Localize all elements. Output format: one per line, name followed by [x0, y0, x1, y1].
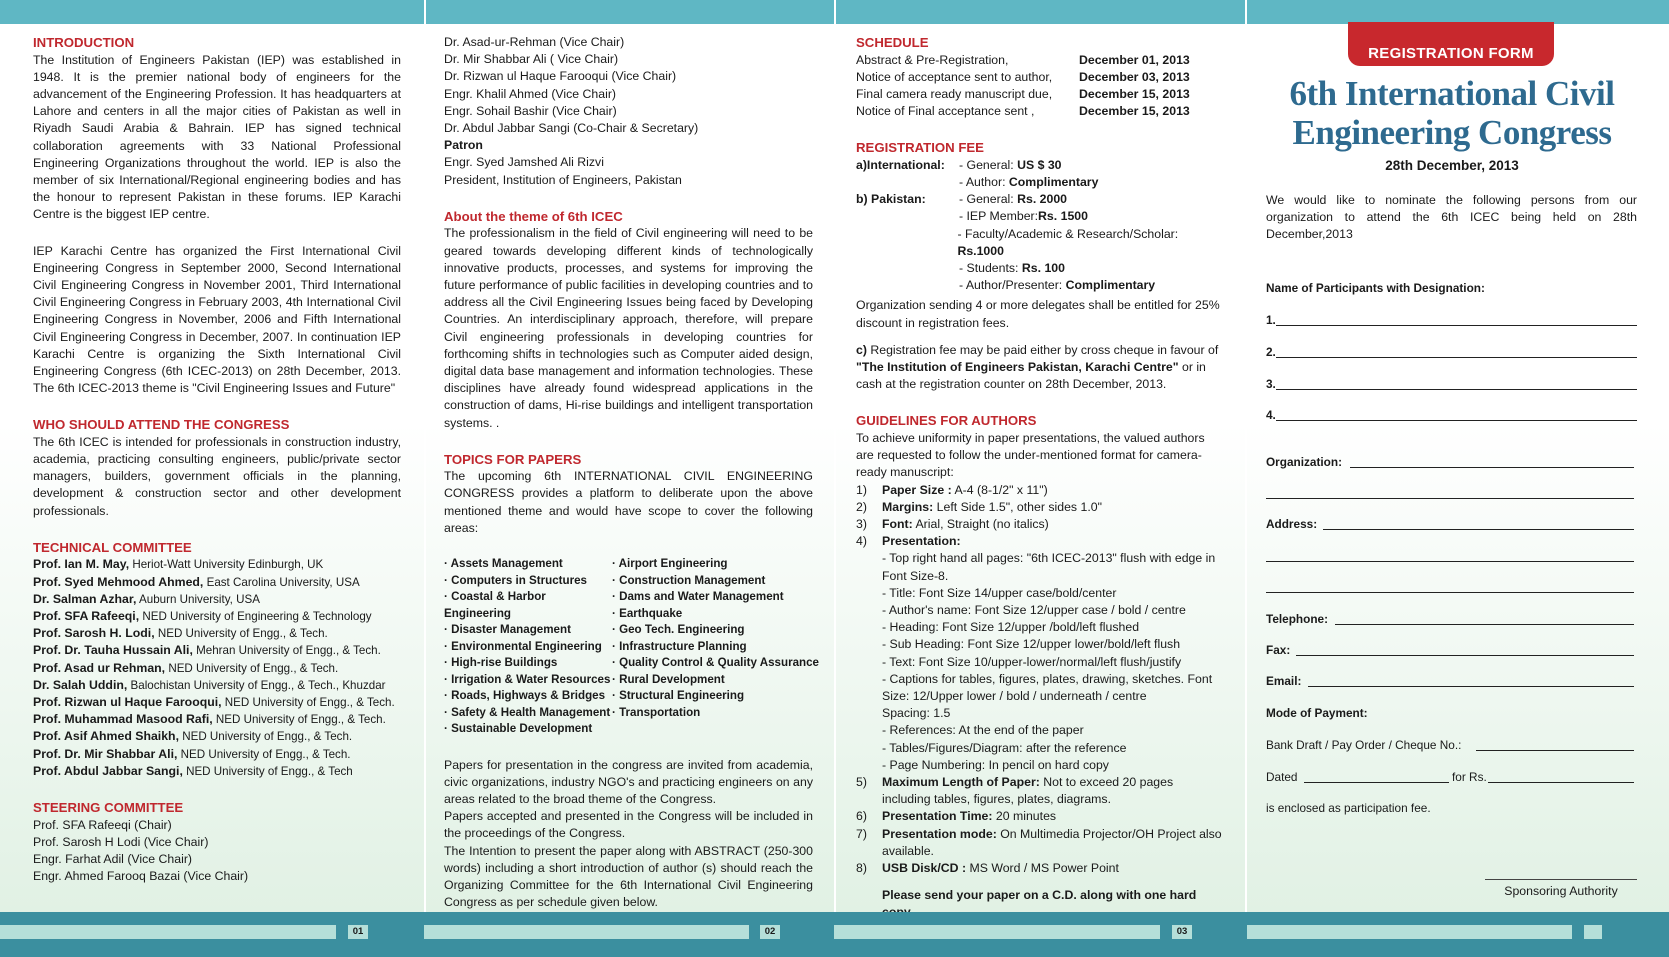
guideline-label: Font: — [882, 516, 913, 531]
steering-member: Dr. Rizwan ul Haque Farooqui (Vice Chair) — [444, 69, 677, 84]
member-affiliation: Balochistan University of Engg., & Tech., Khuzdar — [127, 678, 386, 692]
schedule-item: Notice of acceptance sent to author, — [856, 69, 1053, 84]
fax-label: Fax: — [1266, 643, 1291, 657]
fee-label: - Author/Presenter: — [959, 278, 1066, 293]
participant-number: 2. — [1266, 345, 1276, 359]
schedule-heading: SCHEDULE — [856, 35, 929, 50]
fee-row — [856, 208, 1224, 225]
guidelines-intro: To achieve uniformity in paper presentations, the valued authors are requested to follow the under-mentioned format for camera-ready manuscript: — [856, 430, 1205, 480]
participants-label: Name of Participants with Designation: — [1266, 281, 1485, 295]
guideline-item — [856, 482, 1224, 499]
member-name: Prof. Asad ur Rehman, — [33, 660, 166, 675]
registration-fee-heading: REGISTRATION FEE — [856, 140, 984, 156]
guidelines-note: Please send your paper on a C.D. along with one hard — [882, 888, 1197, 903]
topic-item: · Geo Tech. Engineering — [612, 623, 745, 637]
address-field[interactable] — [1323, 529, 1634, 530]
payment-mode-label: Mode of Payment: — [1266, 706, 1368, 720]
theme-text: The professionalism in the field of Civil engineering will need to be geared towards developing different kinds of technologically innovative products, processes, and systems for improving the future performance of public facilities in developing countries and to address all the Civil Engineering Issues being faced by Developing Countries. An interdisciplinary approach, therefore, will prepare Civil engineering professionals in developing countries for forthcoming shifts in technologies such as Computer aided design, digital data base management and information technologies. These disciplines have already found widespread applications in the construction of dams, Hi-rise buildings and intelligent transportation systems. . — [444, 226, 813, 430]
member-affiliation: Auburn University, USA — [136, 592, 260, 606]
bank-draft-field[interactable] — [1476, 750, 1634, 751]
member-name: Dr. Salah Uddin, — [33, 677, 128, 692]
patron-name: Engr. Syed Jamshed Ali Rizvi — [444, 155, 604, 170]
bottom-strip — [424, 925, 749, 939]
introduction-heading: INTRODUCTION — [33, 35, 135, 50]
guideline-item — [856, 808, 1224, 825]
address-field-line-3[interactable] — [1266, 592, 1634, 593]
member-name: Prof. Abdul Jabbar Sangi, — [33, 763, 183, 778]
guideline-number: 1) — [856, 482, 867, 497]
committee-member — [33, 677, 401, 694]
guideline-text: MS Word / MS Power Point — [966, 861, 1119, 876]
top-bar-divider — [1245, 0, 1247, 24]
fee-row — [856, 277, 1224, 294]
fee-row — [856, 260, 1224, 277]
fee-label: - General: — [959, 192, 1018, 207]
introduction-para-1: The Institution of Engineers Pakistan (IEP) was established in 1948. It is the premier national body of engineers for the advancement of the Engineering Profession. It has headquarters at Lahore and centers in all the major cities of Pakistan as well in Riyadh Saudi Arabia & Bahrain. IEP has signed technical collaboration agreements with 33 National Professional Engineering Organizations throughout the world. IEP is also the member of six International/Regional engineering bodies and has the honour to represent Pakistan in these forums. IEP Karachi Centre is the biggest IEP centre. — [33, 52, 401, 222]
participant-2-field[interactable] — [1276, 357, 1637, 358]
fee-label: - IEP Member: — [959, 209, 1039, 224]
topic-item: · High-rise Buildings — [444, 656, 558, 670]
guideline-number: 8) — [856, 861, 867, 876]
guideline-number: 2) — [856, 499, 867, 514]
steering-member: Prof. Sarosh H Lodi (Vice Chair) — [33, 834, 209, 849]
guideline-label: Presentation: — [882, 534, 961, 549]
panel-3 — [836, 24, 1245, 912]
organization-field[interactable] — [1350, 467, 1634, 468]
member-affiliation: East Carolina University, USA — [203, 575, 360, 589]
fee-value: US $ 30 — [1017, 157, 1062, 172]
member-affiliation: NED University of Engineering & Technology — [139, 609, 372, 623]
committee-member — [33, 591, 401, 608]
member-name: Prof. SFA Rafeeqi, — [33, 608, 140, 623]
panel-2 — [426, 24, 834, 912]
guideline-label: Paper Size : — [882, 482, 952, 497]
presentation-format-list — [856, 550, 1224, 774]
bottom-strip — [834, 925, 1160, 939]
fee-label: - Faculty/Academic & Research/Scholar: — [957, 226, 1179, 241]
member-affiliation: NED University of Engg., & Tech. — [154, 627, 328, 641]
presentation-format-item: - Page Numbering: In pencil on hard copy — [882, 757, 1109, 772]
guideline-item — [856, 826, 1224, 860]
member-affiliation: NED University of Engg., & Tech. — [165, 661, 339, 675]
enclosed-note: is enclosed as participation fee. — [1266, 801, 1431, 815]
dated-label: Dated — [1266, 770, 1298, 784]
guideline-item — [856, 774, 1224, 808]
presentation-format-item: - Text: Font Size 10/upper-lower/normal/left flush/justify — [882, 654, 1182, 669]
guideline-text: On Multimedia Projector/OH Project also available. — [882, 826, 1222, 858]
fee-label: - Students: — [959, 261, 1022, 276]
schedule-row — [856, 103, 1224, 120]
guideline-text: 20 minutes — [992, 809, 1057, 824]
participant-number: 1. — [1266, 313, 1276, 327]
guidelines-heading: GUIDELINES FOR AUTHORS — [856, 413, 1037, 429]
member-affiliation: NED University of Engg., & Tech — [182, 764, 353, 778]
guideline-number: 3) — [856, 516, 867, 531]
schedule-date: December 15, 2013 — [1079, 86, 1190, 101]
fee-payment-label: c) — [856, 342, 867, 357]
fax-field[interactable] — [1296, 655, 1634, 656]
fee-row — [856, 191, 1224, 208]
member-affiliation: NED University of Engg., & Tech. — [177, 747, 351, 761]
dated-field[interactable] — [1304, 782, 1449, 783]
committee-member — [33, 763, 401, 780]
schedule-row — [856, 69, 1224, 86]
form-intro: We would like to nominate the following persons from our organization to attend the 6th ICEC being held on 28th December,2013 — [1266, 193, 1637, 242]
member-name: Prof. Ian M. May, — [33, 557, 130, 572]
steering-member: Dr. Mir Shabbar Ali ( Vice Chair) — [444, 52, 619, 67]
member-name: Prof. Rizwan ul Haque Farooqui, — [33, 695, 222, 709]
member-name: Prof. Dr. Mir Shabbar Ali, — [33, 746, 178, 761]
topic-item: · Infrastructure Planning — [612, 639, 747, 653]
fee-pakistan-label: b) Pakistan: — [856, 192, 926, 207]
registration-form-tab: REGISTRATION FORM — [1348, 22, 1554, 66]
fee-value: Complimentary — [1008, 175, 1099, 190]
schedule-date: December 01, 2013 — [1079, 52, 1190, 67]
congress-title — [1260, 74, 1644, 152]
topic-item: · Airport Engineering — [612, 557, 728, 571]
presentation-format-item: - Tables/Figures/Diagram: after the reference — [882, 740, 1127, 755]
guideline-number: 4) — [856, 534, 867, 549]
member-name: Prof. Syed Mehmood Ahmed, — [33, 574, 204, 589]
presentation-format-item: - References: At the end of the paper — [882, 723, 1084, 738]
sponsoring-authority-label: Sponsoring Authority — [1504, 884, 1618, 898]
member-name: Prof. Sarosh H. Lodi, — [33, 626, 155, 641]
steering-member: Engr. Sohail Bashir (Vice Chair) — [444, 103, 617, 118]
topic-item: · Safety & Health Management — [444, 705, 611, 719]
steering-committee-heading: STEERING COMMITTEE — [33, 800, 184, 816]
fee-payment-text: or in cash at the registration counter on 28th December, 2013. — [856, 360, 1206, 392]
who-attend-heading: WHO SHOULD ATTEND THE CONGRESS — [33, 417, 290, 433]
fee-value: Rs.1000 — [957, 243, 1004, 258]
committee-member — [33, 608, 401, 625]
patron-title: President, Institution of Engineers, Pakistan — [444, 172, 682, 187]
fee-payment-text: Registration fee may be paid either by cross cheque in favour of — [866, 342, 1219, 357]
guideline-label: Presentation Time: — [882, 809, 993, 824]
topics-heading: TOPICS FOR PAPERS — [444, 451, 582, 467]
topic-item: · Earthquake — [612, 606, 683, 620]
steering-member: Engr. Farhat Adil (Vice Chair) — [33, 851, 193, 866]
page-number: 01 — [348, 925, 368, 939]
top-bar — [0, 0, 1669, 24]
panel-1 — [0, 24, 424, 912]
guideline-number: 6) — [856, 809, 867, 824]
topics-para-2: Papers accepted and presented in the Congress will be included in the proceedings of the Congress. — [444, 809, 813, 841]
topics-grid — [444, 556, 820, 738]
guideline-text: Left Side 1.5", other sides 1.0" — [933, 499, 1102, 514]
member-affiliation: Heriot-Watt University Edinburgh, UK — [129, 558, 324, 572]
topic-item: · Environmental Engineering — [444, 639, 602, 653]
topic-item: · Construction Management — [612, 573, 766, 587]
presentation-format-item: - Top right hand all pages: "6th ICEC-2013" flush with edge in Font Size-8. — [882, 551, 1216, 583]
topics-intro: The upcoming 6th INTERNATIONAL CIVIL ENGINEERING CONGRESS provides a platform to deliberate upon the above mentioned theme and would have scope to cover the following areas: — [444, 469, 813, 535]
bottom-strip-end — [1584, 925, 1602, 939]
presentation-format-item: - Title: Font Size 14/upper case/bold/center — [882, 585, 1117, 600]
top-bar-divider — [834, 0, 836, 24]
schedule-item: Abstract & Pre-Registration, — [856, 52, 1009, 67]
schedule-table — [856, 52, 1224, 121]
schedule-date: December 15, 2013 — [1079, 104, 1190, 119]
guideline-item — [856, 860, 1224, 877]
schedule-item: Final camera ready manuscript due, — [856, 86, 1053, 101]
presentation-format-item: - Sub Heading: Font Size 12/upper lower/bold/left flush — [882, 637, 1181, 652]
bottom-bar — [0, 912, 1669, 957]
guideline-number: 7) — [856, 826, 867, 841]
member-name: Prof. Asif Ahmed Shaikh, — [33, 729, 179, 744]
fee-payment-note — [856, 342, 1224, 394]
member-affiliation: NED University of Engg., & Tech. — [212, 713, 386, 727]
member-affiliation: Mehran University of Engg., & Tech. — [192, 644, 381, 658]
fee-row — [856, 157, 1224, 174]
topics-column-1 — [444, 556, 612, 738]
topic-item: · Computers in Structures — [444, 573, 588, 587]
address-field-line-2[interactable] — [1266, 561, 1634, 562]
technical-committee-heading: TECHNICAL COMMITTEE — [33, 539, 192, 555]
fee-discount-note: Organization sending 4 or more delegates shall be entitled for 25% discount in registration fees. — [856, 298, 1220, 330]
address-label: Address: — [1266, 517, 1318, 531]
fee-label: - Author: — [959, 175, 1009, 190]
patron-label: Patron — [444, 138, 483, 153]
topic-item: · Assets Management — [444, 557, 563, 571]
committee-member — [33, 556, 401, 573]
fee-international-label: a)International: — [856, 157, 945, 172]
fee-value: Rs. 2000 — [1017, 192, 1068, 207]
schedule-date: December 03, 2013 — [1079, 69, 1190, 84]
topic-item: · Structural Engineering — [612, 689, 745, 703]
fee-row — [856, 226, 1224, 260]
participant-number: 3. — [1266, 377, 1276, 391]
participant-number: 4. — [1266, 408, 1276, 422]
fee-label: - General: — [959, 157, 1018, 172]
topic-item: · Coastal & Harbor Engineering — [444, 590, 546, 620]
guideline-text: Arial, Straight (no italics) — [912, 516, 1049, 531]
fee-value: Rs. 1500 — [1038, 209, 1088, 224]
committee-member — [33, 574, 401, 591]
sponsor-signature-line[interactable] — [1485, 879, 1637, 880]
for-rs-label: for Rs. — [1452, 770, 1487, 784]
member-affiliation: NED University of Engg., & Tech. — [221, 696, 395, 709]
email-label: Email: — [1266, 674, 1302, 688]
organization-label: Organization: — [1266, 455, 1343, 469]
topic-item: · Quality Control & Quality Assurance — [612, 656, 820, 670]
fee-payment-payee: "The Institution of Engineers Pakistan, Karachi Centre" — [856, 360, 1179, 375]
schedule-row — [856, 52, 1224, 69]
bottom-strip — [1247, 925, 1572, 939]
schedule-item: Notice of Final acceptance sent , — [856, 104, 1035, 119]
technical-committee-list — [33, 556, 401, 780]
presentation-format-item: - Author's name: Font Size 12/upper case / bold / centre — [882, 602, 1186, 617]
congress-date: 28th December, 2013 — [1385, 158, 1519, 173]
guideline-label: USB Disk/CD : — [882, 861, 967, 876]
member-affiliation: NED University of Engg., & Tech. — [179, 730, 353, 744]
topics-para-3: The Intention to present the paper along with ABSTRACT (250-300 words) including a short introduction of author (s) should reach the Organizing Committee for the 6th International Civil Engineering Congress as per schedule given below. — [444, 843, 813, 910]
guideline-number: 5) — [856, 775, 867, 790]
guideline-label: Margins: — [882, 499, 934, 514]
topic-item: · Sustainable Development — [444, 722, 593, 736]
introduction-para-2: IEP Karachi Centre has organized the First International Civil Engineering Congress in September 2000, Second International Civil Engineering Congress in November 2001, Third International Civil Engineering Congress in February 2003, 4th International Civil Engineering Congress in November, 2006 and Fifth International Civil Engineering Congress in December, 2007. In continuation IEP Karachi Centre is organizing the Sixth International Civil Engineering Congress (6th ICEC-2013) on 28th December, 2013. The 6th ICEC-2013 theme is "Civil Engineering Issues and Future" — [33, 243, 401, 396]
bottom-strip — [0, 925, 336, 939]
telephone-field[interactable] — [1335, 624, 1634, 625]
topic-item: · Irrigation & Water Resources — [444, 672, 611, 686]
participant-4-field[interactable] — [1276, 420, 1637, 421]
member-name: Prof. Muhammad Masood Rafi, — [33, 712, 213, 727]
steering-member: Dr. Asad-ur-Rehman (Vice Chair) — [444, 35, 625, 49]
steering-member: Engr. Ahmed Farooq Bazai (Vice Chair) — [33, 869, 249, 884]
topic-item: · Transportation — [612, 705, 701, 719]
guideline-label: Presentation mode: — [882, 826, 997, 841]
topic-item: · Disaster Management — [444, 623, 571, 637]
topic-item: · Rural Development — [612, 672, 725, 686]
who-attend-text: The 6th ICEC is intended for professionals in construction industry, academia, practicing consulting engineers, public/private sector managers, builders, government officials in the planning, development & construction sector and other development professionals. — [33, 434, 401, 518]
page-number: 03 — [1172, 925, 1192, 939]
fee-row — [856, 174, 1224, 191]
congress-title-line-2: Engineering Congress — [1292, 113, 1612, 152]
committee-member — [33, 728, 401, 745]
organization-field-line-2[interactable] — [1266, 498, 1634, 499]
presentation-format-item: - Heading: Font Size 12/upper /bold/left flushed — [882, 620, 1140, 635]
member-name: Dr. Salman Azhar, — [33, 591, 137, 606]
theme-heading: About the theme of 6th ICEC — [444, 208, 623, 224]
committee-member — [33, 711, 401, 728]
fee-value: Complimentary — [1065, 278, 1156, 293]
schedule-row — [856, 86, 1224, 103]
steering-member: Engr. Khalil Ahmed (Vice Chair) — [444, 86, 617, 101]
topic-item: · Roads, Highways & Bridges — [444, 689, 606, 703]
page-number: 02 — [760, 925, 780, 939]
committee-member — [33, 660, 401, 677]
guideline-item — [856, 516, 1224, 533]
steering-member: Dr. Abdul Jabbar Sangi (Co-Chair & Secretary) — [444, 121, 699, 136]
topics-para-1: Papers for presentation in the congress are invited from academia, civic organizations, industry NGO's and practicing engineers on any areas related to the broad theme of the Congress. — [444, 757, 813, 806]
guideline-text: A-4 (8-1/2" x 11") — [951, 482, 1048, 497]
congress-title-line-1: 6th International Civil — [1289, 74, 1615, 113]
participant-1-field[interactable] — [1276, 325, 1637, 326]
topics-column-2 — [612, 556, 819, 738]
guideline-label: Maximum Length of Paper: — [882, 775, 1040, 790]
fee-value: Rs. 100 — [1021, 261, 1065, 276]
telephone-label: Telephone: — [1266, 612, 1329, 626]
presentation-format-item: Spacing: 1.5 — [882, 706, 951, 721]
guideline-item — [856, 533, 1224, 550]
bank-draft-label: Bank Draft / Pay Order / Cheque No.: — [1266, 738, 1462, 752]
committee-member — [33, 642, 401, 659]
steering-member: Prof. SFA Rafeeqi (Chair) — [33, 817, 172, 832]
committee-member — [33, 746, 401, 763]
topic-item: · Dams and Water Management — [612, 590, 784, 604]
guideline-item — [856, 499, 1224, 516]
email-field[interactable] — [1308, 686, 1634, 687]
committee-member — [33, 625, 401, 642]
top-bar-divider — [424, 0, 426, 24]
member-name: Prof. Dr. Tauha Hussain Ali, — [33, 643, 193, 658]
presentation-format-item: - Captions for tables, figures, plates, drawing, sketches. Font Size: 12/Upper lower / bold / underneath / centre — [882, 671, 1213, 703]
participant-3-field[interactable] — [1276, 389, 1637, 390]
committee-member — [33, 694, 401, 711]
amount-field[interactable] — [1488, 782, 1634, 783]
guideline-text: Not to exceed 20 pages including tables, figures, plates, diagrams. — [882, 775, 1174, 807]
